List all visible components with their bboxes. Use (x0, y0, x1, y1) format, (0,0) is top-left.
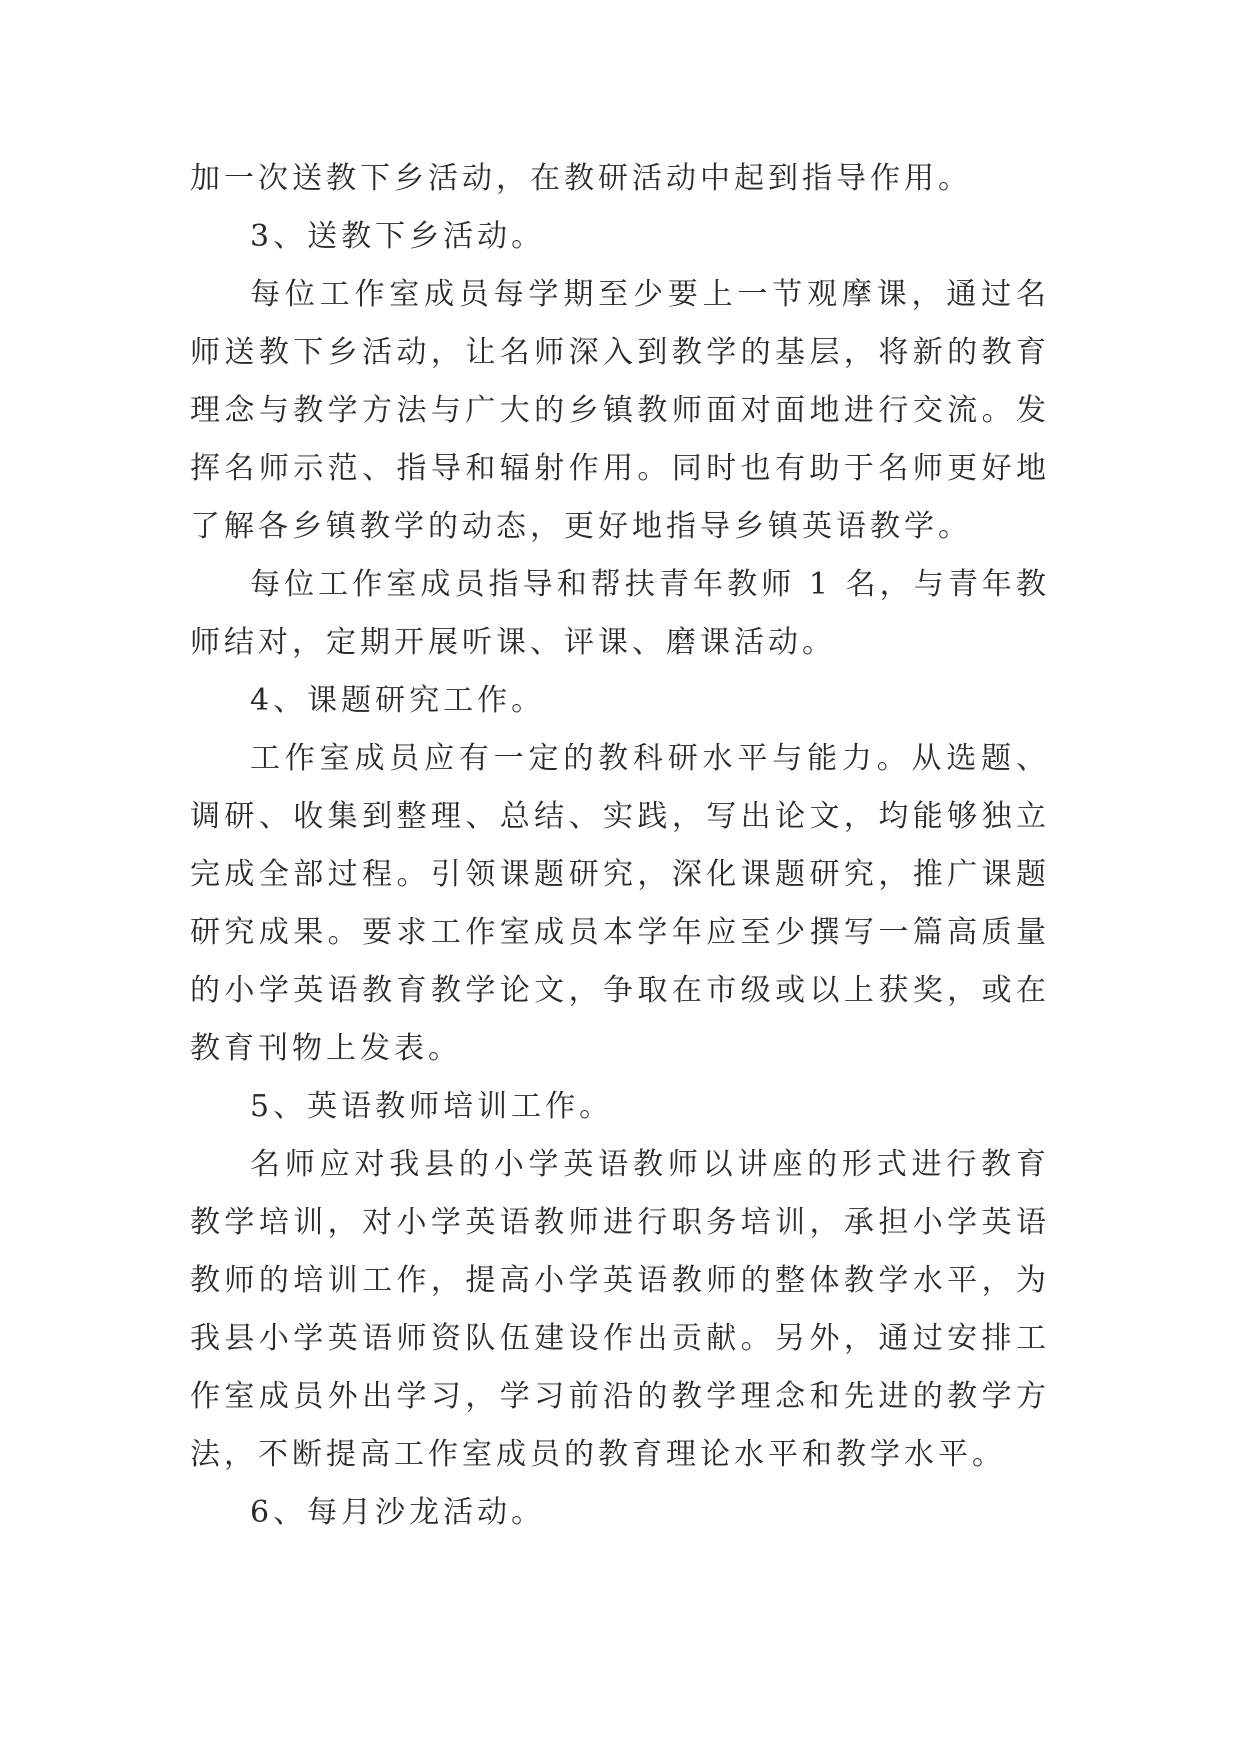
paragraph-continuation: 加一次送教下乡活动，在教研活动中起到指导作用。 (190, 161, 972, 196)
section-heading-4: 4、课题研究工作。 (250, 683, 546, 718)
paragraph-training: 名师应对我县的小学英语教师以讲座的形式进行教育教学培训，对小学英语教师进行职务培训，承担小学英语教师的培训工作，提高小学英语教师的整体教学水平，为我县小学英语师资队伍建设作出贡献。另外，通过安排工作室成员外出学习，学习前沿的教学理念和先进的教学方法，不断提高工作室成员的教育理论水平和教学水平。 (190, 1147, 1050, 1472)
document-body (190, 150, 1050, 1542)
paragraph-mentoring: 每位工作室成员指导和帮扶青年教师 1 名，与青年教师结对，定期开展听课、评课、磨课活动。 (190, 567, 1050, 660)
section-heading-3: 3、送教下乡活动。 (250, 219, 546, 254)
section-heading-5: 5、英语教师培训工作。 (250, 1089, 614, 1124)
section-heading-6: 6、每月沙龙活动。 (250, 1495, 546, 1530)
paragraph-research: 工作室成员应有一定的教科研水平与能力。从选题、调研、收集到整理、总结、实践，写出论文，均能够独立完成全部过程。引领课题研究，深化课题研究，推广课题研究成果。要求工作室成员本学年应至少撰写一篇高质量的小学英语教育教学论文，争取在市级或以上获奖，或在教育刊物上发表。 (190, 741, 1050, 1066)
paragraph-observation-class: 每位工作室成员每学期至少要上一节观摩课，通过名师送教下乡活动，让名师深入到教学的基层，将新的教育理念与教学方法与广大的乡镇教师面对面地进行交流。发挥名师示范、指导和辐射作用。同时也有助于名师更好地了解各乡镇教学的动态，更好地指导乡镇英语教学。 (190, 277, 1050, 544)
